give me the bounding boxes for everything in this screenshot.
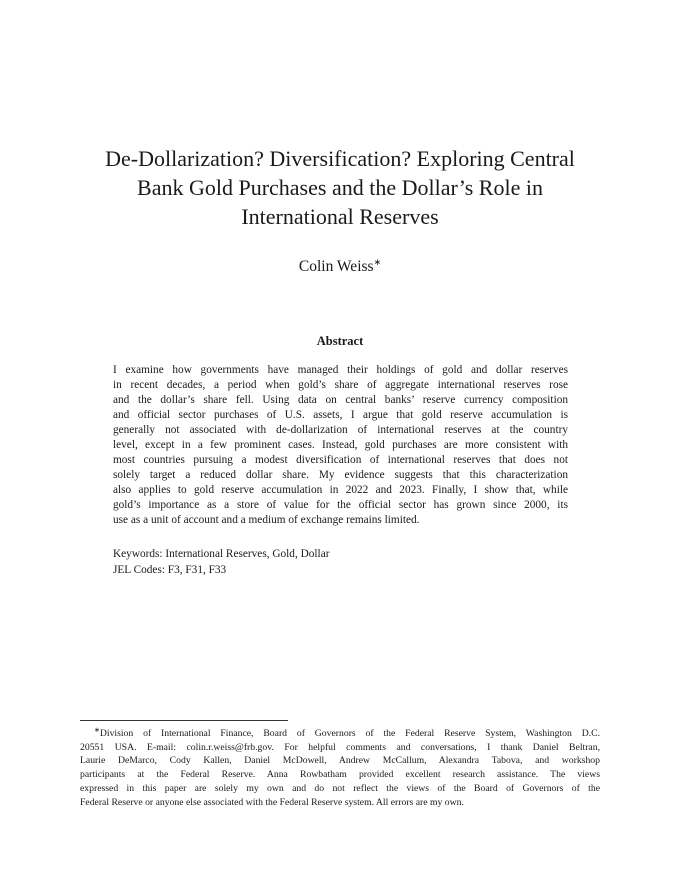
abstract-line: and official sector purchases of U.S. assets, I argue that gold reserve accumulation is bbox=[113, 409, 568, 421]
abstract-line: gold’s importance as a store of value for the official sector has grown since 2000, its bbox=[113, 499, 568, 511]
abstract-text bbox=[113, 363, 568, 528]
abstract-line: solely target a reduced dollar share. My evidence suggests that this characterization bbox=[113, 469, 568, 481]
footnote bbox=[80, 724, 600, 809]
footnote-marker: ∗ bbox=[94, 726, 100, 734]
footnote-line-text: Division of International Finance, Board of Governors of the Federal Reserve System, Washington D.C. bbox=[99, 728, 600, 739]
footnote-line: expressed in this paper are solely my own and do not reflect the views of the Board of Governors of the bbox=[80, 782, 600, 794]
abstract-line: generally not associated with de-dollarization of international reserves at the country bbox=[113, 424, 568, 436]
author-name: Colin Weiss bbox=[298, 258, 374, 275]
author-line bbox=[0, 257, 680, 276]
abstract-line: most countries pursuing a modest diversification of international reserves that does not bbox=[113, 454, 568, 466]
keywords-line: Keywords: International Reserves, Gold, Dollar bbox=[113, 548, 330, 560]
title-line: De-Dollarization? Diversification? Exploring Central bbox=[105, 146, 575, 171]
abstract-line: and the dollar’s share fell. Using data on central banks’ reserve currency composition bbox=[113, 394, 568, 406]
footnote-rule bbox=[80, 720, 288, 721]
jel-codes-line: JEL Codes: F3, F31, F33 bbox=[113, 563, 227, 576]
author-footnote-marker: ∗ bbox=[373, 257, 382, 267]
title-line: International Reserves bbox=[241, 204, 439, 229]
footnote-line: participants at the Federal Reserve. Anna Rowbatham provided excellent research assistance. The views bbox=[80, 769, 600, 781]
abstract-line: level, except in a few prominent cases. Instead, gold purchases are more consistent with bbox=[113, 439, 568, 451]
footnote-line: 20551 USA. E-mail: colin.r.weiss@frb.gov. For helpful comments and conversations, I thank Daniel Beltran, bbox=[80, 741, 600, 753]
abstract-line: use as a unit of account and a medium of exchange remains limited. bbox=[113, 514, 420, 526]
footnote-line: Laurie DeMarco, Cody Kallen, Daniel McDowell, Andrew McCallum, Alexandra Tabova, and workshop bbox=[80, 755, 600, 767]
footnote-line bbox=[80, 724, 600, 741]
abstract-line: in recent decades, a period when gold’s share of aggregate international reserves rose bbox=[113, 379, 568, 391]
abstract-heading: Abstract bbox=[316, 334, 364, 348]
keywords-block bbox=[113, 547, 568, 578]
title-line: Bank Gold Purchases and the Dollar’s Role in bbox=[137, 175, 543, 200]
abstract-line: I examine how governments have managed their holdings of gold and dollar reserves bbox=[113, 364, 568, 376]
paper-title bbox=[80, 144, 600, 231]
footnote-line: Federal Reserve or anyone else associated with the Federal Reserve system. All errors are my own. bbox=[80, 796, 464, 808]
abstract-line: also applies to gold reserve accumulation in 2022 and 2023. Finally, I show that, while bbox=[113, 484, 568, 496]
